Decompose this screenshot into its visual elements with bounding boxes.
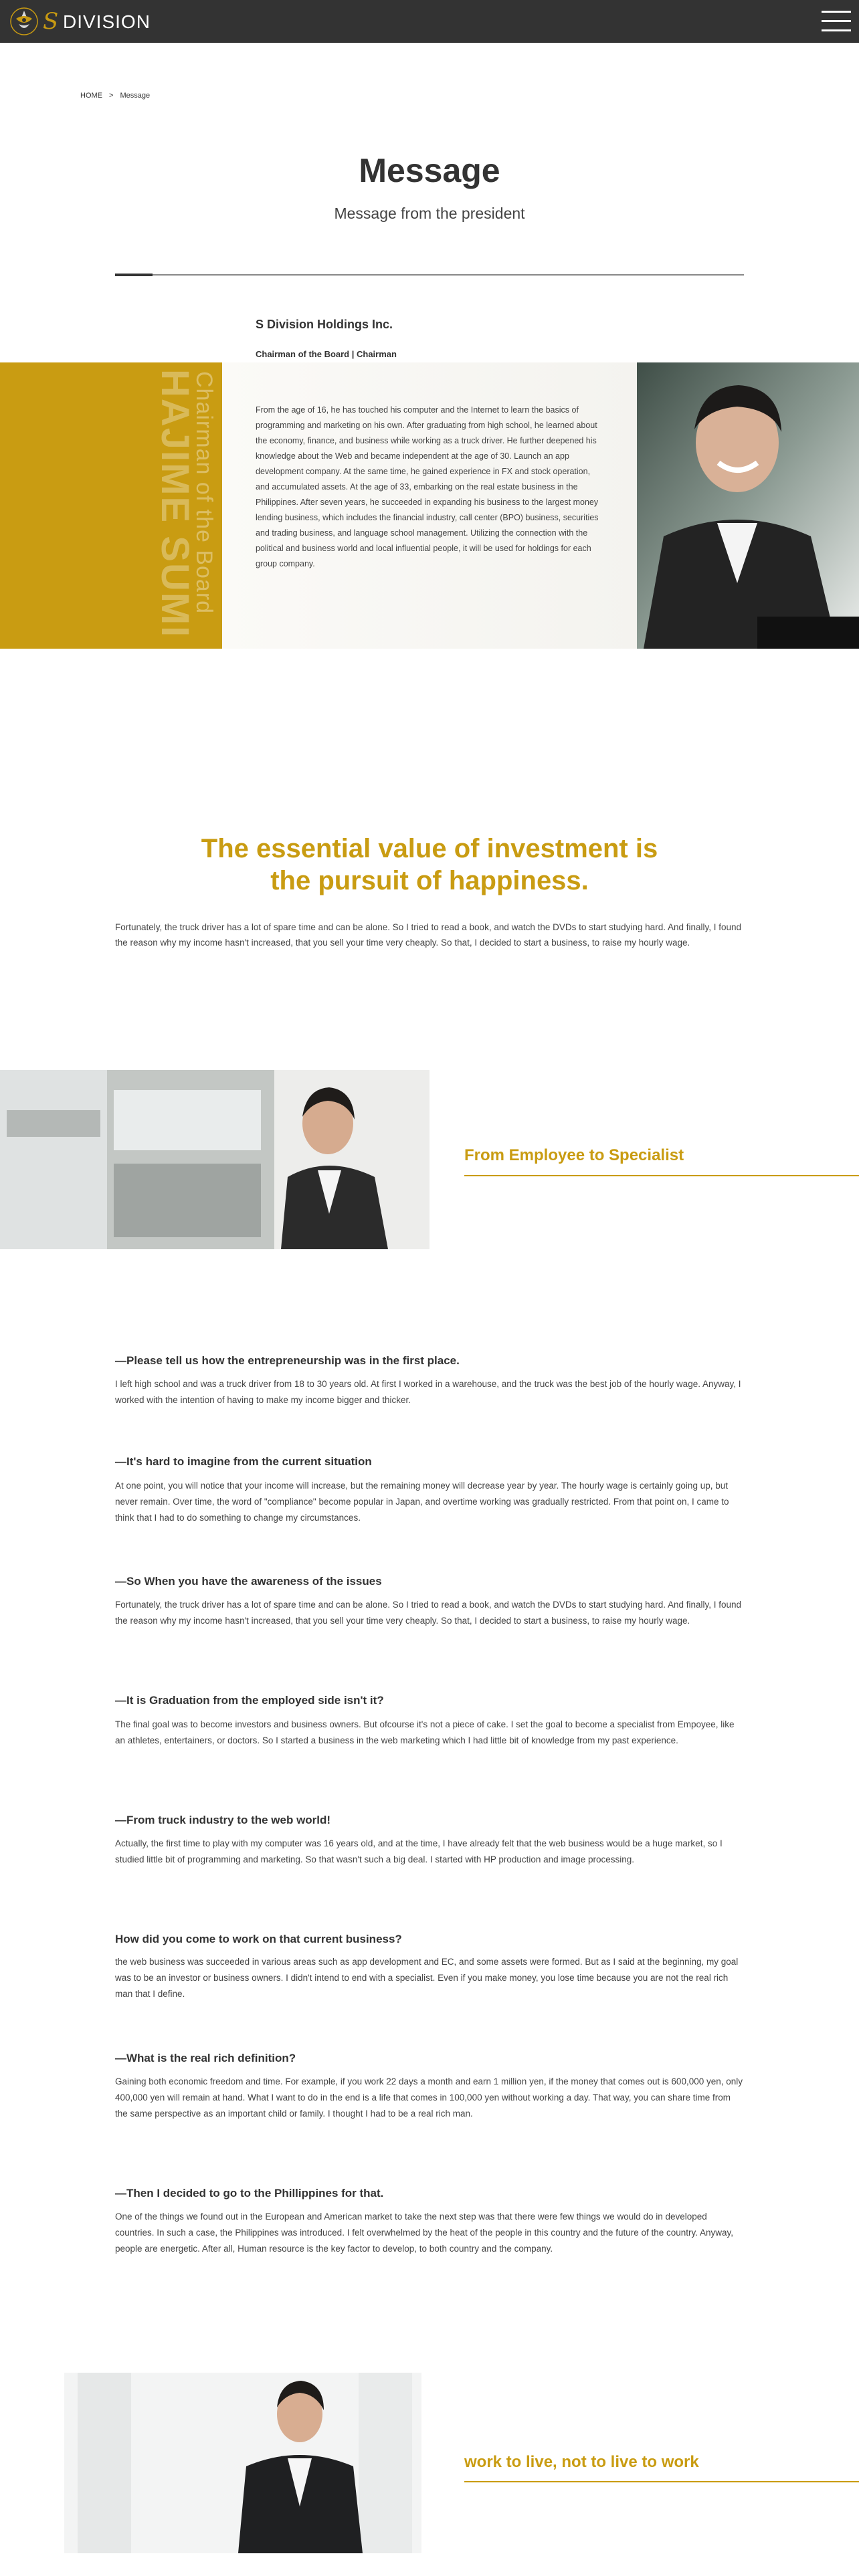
breadcrumb xyxy=(80,92,157,100)
headline-line1: The essential value of investment is xyxy=(201,834,658,863)
qa-answer: Actually, the first time to play with my computer was 16 years old, and at the time, I have already felt that the web business would be a huge market, so I studied little bit of programming and marketing. So that wasn't such a big deal. I started with HP production and image processing. xyxy=(115,1838,723,1864)
qa-question: —Please tell us how the entrepreneurship was in the first place. xyxy=(115,1354,460,1367)
qa-question: How did you come to work on that current business? xyxy=(115,1933,402,1945)
qa-answer: The final goal was to become investors and business owners. But ofcourse it's not a piece of cake. I set the goal to become a specialist from Empoyee, like an athletes, entertainers, or doctors. So I started a business in the web marketing which I had little bit of knowledge from my past experience. xyxy=(115,1719,735,1745)
vertical-role-text: Chairman of the Board xyxy=(191,371,217,615)
company-name: S Division Holdings Inc. xyxy=(256,318,393,331)
office-portrait-image xyxy=(0,1070,430,1249)
hamburger-icon[interactable] xyxy=(822,8,851,35)
logo-text[interactable]: DIVISION xyxy=(63,11,151,32)
section-work-to-live-rule xyxy=(464,2481,859,2482)
logo-s-letter[interactable]: S xyxy=(43,8,59,35)
headline xyxy=(0,833,859,897)
president-portrait-image xyxy=(637,362,859,649)
section-work-to-live-title: work to live, not to live to work xyxy=(464,2453,699,2471)
qa-question: —From truck industry to the web world! xyxy=(115,1814,331,1826)
breadcrumb-home-link[interactable]: HOME xyxy=(80,92,102,100)
vertical-name-text: HAJIME SUMI xyxy=(153,369,197,639)
profile-role: Chairman of the Board | Chairman xyxy=(256,349,397,359)
page-title: Message xyxy=(359,152,500,189)
section-employee-specialist-title: From Employee to Specialist xyxy=(464,1146,684,1164)
qa-question: —It's hard to imagine from the current situation xyxy=(115,1455,372,1468)
site-header xyxy=(0,0,859,43)
qa-question: —What is the real rich definition? xyxy=(115,2052,296,2064)
qa-answer: One of the things we found out in the European and American market to take the next step was that there were few things we would do in developed countries. In such a case, the Philippines was introduced. I felt overwhelmed by the heat of the people in this country and the future of the country. Anyway, people are energetic. After all, Human resource is the key factor to develop, to both country and the company. xyxy=(115,2212,734,2254)
breadcrumb-separator: > xyxy=(109,92,114,100)
standing-portrait-image xyxy=(64,2373,421,2553)
section-employee-specialist-rule xyxy=(464,1175,859,1176)
logo-emblem-icon[interactable] xyxy=(9,7,39,36)
page-subtitle: Message from the president xyxy=(334,205,525,222)
qa-question: —So When you have the awareness of the issues xyxy=(115,1575,382,1588)
qa-answer: the web business was succeeded in various areas such as app development and EC, and some assets were formed. But as I said at the beginning, my goal was to be an investor or business owners. I didn't intend to end with a specialist. Even if you make money, you lose time because you are not the real rich man that I define. xyxy=(115,1957,739,1999)
qa-answer: Fortunately, the truck driver has a lot of spare time and can be alone. So I tried to read a book, and watch the DVDs to start studying hard. And finally, I found the reason why my income hasn't increased, that you sell your time very cheaply. So that, I decided to start a business, to raise my hourly wage. xyxy=(115,1600,742,1626)
title-divider-accent xyxy=(115,274,153,276)
profile-biography: From the age of 16, he has touched his computer and the Internet to learn the basics of programming and marketing on his own. After graduating from high school, he learned about the economy, finance, and business while working as a truck driver. He further deepened his knowledge about the Web and became independent at the age of 30. Launch an app development company. At the same time, he gained experience in FX and stock operation, and accumulated assets. At the age of 33, embarking on the real estate business in the Philippines. After seven years, he succeeded in expanding his business to the largest money lending business, which includes the financial industry, call center (BPO) business, securities and trading business, and language school management. Utilizing the connection with the political and business world and local influential people, it will be used for holdings for each group company. xyxy=(256,405,599,568)
headline-line2: the pursuit of happiness. xyxy=(270,866,589,895)
breadcrumb-current: Message xyxy=(120,92,151,100)
qa-answer: I left high school and was a truck driver from 18 to 30 years old. At first I worked in a warehouse, and the truck was the best job of the hourly wage. Anyway, I worked with the intention of having to make my income bigger and thicker. xyxy=(115,1379,741,1405)
headline-intro: Fortunately, the truck driver has a lot of spare time and can be alone. So I tried to read a book, and watch the DVDs to start studying hard. And finally, I found the reason why my income hasn't increased, that you sell your time very cheaply. So that, I decided to start a business, to raise my hourly wage. xyxy=(115,922,742,948)
qa-answer: At one point, you will notice that your income will increase, but the remaining money will decrease year by year. The hourly wage is certainly going up, but never remain. Over time, the word of "compliance" become popular in Japan, and overtime working was gradually restricted. From that point on, I came to think that I had to do something to change my circumstances. xyxy=(115,1481,729,1523)
qa-answer: Gaining both economic freedom and time. For example, if you work 22 days a month and earn 1 million yen, if the money that comes out is 600,000 yen, only 400,000 yen will remain at hand. What I want to do in the end is a life that comes in 100,000 yen without working a day. That way, you can share time from the same perspective as an important child or family. I thought I had to be a real rich man. xyxy=(115,2076,743,2119)
title-divider xyxy=(115,274,744,276)
qa-question: —Then I decided to go to the Phillippines for that. xyxy=(115,2187,384,2199)
qa-question: —It is Graduation from the employed side isn't it? xyxy=(115,1694,384,1707)
